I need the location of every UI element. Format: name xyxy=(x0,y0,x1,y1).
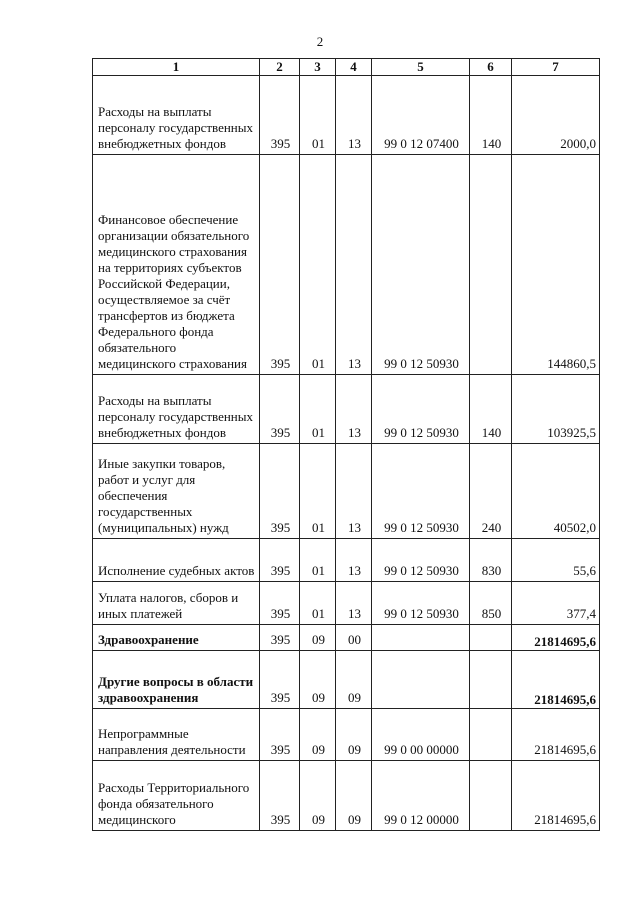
table-row xyxy=(93,444,600,539)
code-target-article-cell: 99 0 12 50930 xyxy=(372,444,470,539)
code-subsection-cell: 13 xyxy=(336,582,372,625)
code-subsection-cell: 13 xyxy=(336,539,372,582)
table-row xyxy=(93,539,600,582)
code-ministry-cell: 395 xyxy=(260,761,300,831)
code-ministry-cell: 395 xyxy=(260,539,300,582)
column-header: 1 xyxy=(93,59,260,76)
amount-cell: 21814695,6 xyxy=(512,625,600,651)
code-subsection-cell: 13 xyxy=(336,375,372,444)
code-section-cell: 01 xyxy=(300,582,336,625)
code-expense-type-cell: 850 xyxy=(470,582,512,625)
code-target-article-cell xyxy=(372,651,470,709)
expense-name-cell: Иные закупки товаров, работ и услуг для обеспечения государственных (муниципальных) нужд xyxy=(93,444,260,539)
table-row xyxy=(93,651,600,709)
code-expense-type-cell: 140 xyxy=(470,76,512,155)
code-section-cell: 09 xyxy=(300,651,336,709)
expense-name-cell: Расходы на выплаты персоналу государственных внебюджетных фондов xyxy=(93,375,260,444)
code-ministry-cell: 395 xyxy=(260,582,300,625)
code-section-cell: 01 xyxy=(300,444,336,539)
table-row xyxy=(93,582,600,625)
column-header: 5 xyxy=(372,59,470,76)
amount-cell: 21814695,6 xyxy=(512,761,600,831)
code-target-article-cell: 99 0 12 50930 xyxy=(372,539,470,582)
code-ministry-cell: 395 xyxy=(260,155,300,375)
code-expense-type-cell: 830 xyxy=(470,539,512,582)
code-section-cell: 01 xyxy=(300,155,336,375)
code-section-cell: 09 xyxy=(300,709,336,761)
code-target-article-cell: 99 0 12 50930 xyxy=(372,582,470,625)
code-section-cell: 01 xyxy=(300,539,336,582)
amount-cell: 55,6 xyxy=(512,539,600,582)
page-number: 2 xyxy=(316,34,324,49)
amount-cell: 40502,0 xyxy=(512,444,600,539)
expense-name-cell: Здравоохранение xyxy=(93,625,260,651)
expense-name-cell: Уплата налогов, сборов и иных платежей xyxy=(93,582,260,625)
code-ministry-cell: 395 xyxy=(260,375,300,444)
code-target-article-cell: 99 0 00 00000 xyxy=(372,709,470,761)
code-target-article-cell: 99 0 12 50930 xyxy=(372,155,470,375)
code-section-cell: 01 xyxy=(300,375,336,444)
amount-cell: 377,4 xyxy=(512,582,600,625)
column-header: 3 xyxy=(300,59,336,76)
code-section-cell: 01 xyxy=(300,76,336,155)
code-section-cell: 09 xyxy=(300,625,336,651)
code-section-cell: 09 xyxy=(300,761,336,831)
amount-cell: 21814695,6 xyxy=(512,709,600,761)
table-row xyxy=(93,155,600,375)
expense-name-cell: Финансовое обеспечение организации обязательного медицинского страхования на территориях субъектов Российской Федерации, осуществляемое за счёт трансфертов из бюджета Федерального фонда обязательного медицинского страхования xyxy=(93,155,260,375)
expense-name-cell: Расходы Территориального фонда обязательного медицинского xyxy=(93,761,260,831)
code-subsection-cell: 13 xyxy=(336,155,372,375)
code-target-article-cell: 99 0 12 07400 xyxy=(372,76,470,155)
column-header: 4 xyxy=(336,59,372,76)
code-subsection-cell: 13 xyxy=(336,444,372,539)
code-subsection-cell: 00 xyxy=(336,625,372,651)
code-subsection-cell: 13 xyxy=(336,76,372,155)
amount-cell: 21814695,6 xyxy=(512,651,600,709)
code-ministry-cell: 395 xyxy=(260,709,300,761)
code-ministry-cell: 395 xyxy=(260,444,300,539)
code-expense-type-cell: 140 xyxy=(470,375,512,444)
amount-cell: 2000,0 xyxy=(512,76,600,155)
table-row xyxy=(93,76,600,155)
table-row xyxy=(93,761,600,831)
expense-name-cell: Расходы на выплаты персоналу государственных внебюджетных фондов xyxy=(93,76,260,155)
budget-table xyxy=(92,58,600,831)
code-subsection-cell: 09 xyxy=(336,709,372,761)
code-expense-type-cell xyxy=(470,155,512,375)
column-header: 7 xyxy=(512,59,600,76)
code-expense-type-cell xyxy=(470,709,512,761)
code-target-article-cell: 99 0 12 50930 xyxy=(372,375,470,444)
code-subsection-cell: 09 xyxy=(336,761,372,831)
column-header: 2 xyxy=(260,59,300,76)
expense-name-cell: Непрограммные направления деятельности xyxy=(93,709,260,761)
code-expense-type-cell xyxy=(470,651,512,709)
code-expense-type-cell: 240 xyxy=(470,444,512,539)
table-row xyxy=(93,709,600,761)
code-subsection-cell: 09 xyxy=(336,651,372,709)
table-header-row xyxy=(93,59,600,76)
table-row xyxy=(93,375,600,444)
code-expense-type-cell xyxy=(470,625,512,651)
expense-name-cell: Другие вопросы в области здравоохранения xyxy=(93,651,260,709)
amount-cell: 144860,5 xyxy=(512,155,600,375)
table-row xyxy=(93,625,600,651)
column-header: 6 xyxy=(470,59,512,76)
code-target-article-cell: 99 0 12 00000 xyxy=(372,761,470,831)
code-target-article-cell xyxy=(372,625,470,651)
code-expense-type-cell xyxy=(470,761,512,831)
code-ministry-cell: 395 xyxy=(260,625,300,651)
code-ministry-cell: 395 xyxy=(260,76,300,155)
amount-cell: 103925,5 xyxy=(512,375,600,444)
code-ministry-cell: 395 xyxy=(260,651,300,709)
expense-name-cell: Исполнение судебных актов xyxy=(93,539,260,582)
